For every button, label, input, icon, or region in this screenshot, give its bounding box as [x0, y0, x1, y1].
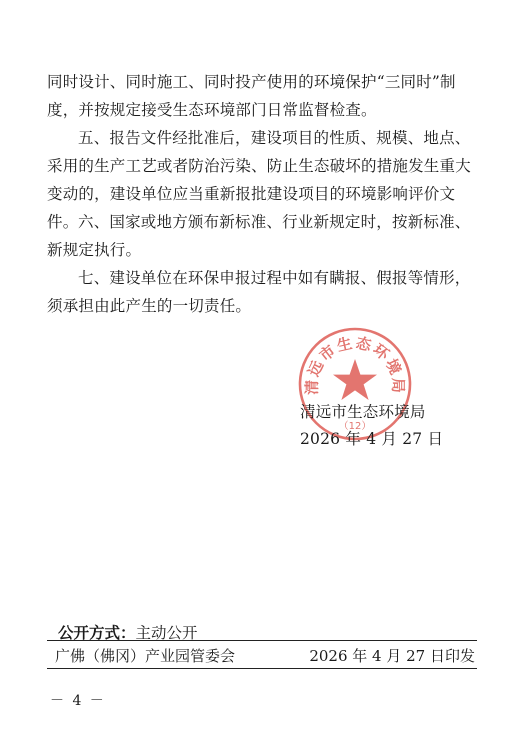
disclosure-label: 公开方式：	[58, 624, 136, 642]
svg-text:（12）: （12）	[338, 421, 372, 432]
issue-date: 2026 年 4 月 27 日	[300, 430, 444, 448]
seal-star-icon	[333, 359, 377, 400]
paragraph-continued: 同时设计、同时施工、同时投产使用的环境保护“三同时”制度，并按规定接受生态环境部门日常监督检查。	[47, 73, 456, 119]
footer-print-date: 2026 年 4 月 27 日印发	[309, 647, 475, 665]
svg-text:清远市生态环境局: 清远市生态环境局	[302, 333, 408, 395]
footer-organization: 广佛（佛冈）产业园管委会	[55, 647, 236, 665]
official-seal	[296, 325, 414, 443]
paragraph-item-five: 五、报告文件经批准后，建设项目的性质、规模、地点、采用的生产工艺或者防治污染、防止生态破坏的措施发生重大变动的，建设单位应当重新报批建设项目的环境影响评价文件。	[47, 129, 471, 231]
disclosure-value: 主动公开	[135, 624, 198, 642]
footer-bottom-rule	[47, 668, 477, 669]
paragraph-item-seven: 七、建设单位在环保申报过程中如有瞒报、假报等情形，须承担由此产生的一切责任。	[47, 269, 471, 315]
footer-top-rule	[47, 640, 477, 641]
page-number: － 4 －	[50, 693, 106, 709]
issuer-name: 清远市生态环境局	[300, 403, 426, 421]
paragraph-item-six: 六、国家或地方颁布新标准、行业新规定时，按新标准、新规定执行。	[47, 213, 471, 259]
